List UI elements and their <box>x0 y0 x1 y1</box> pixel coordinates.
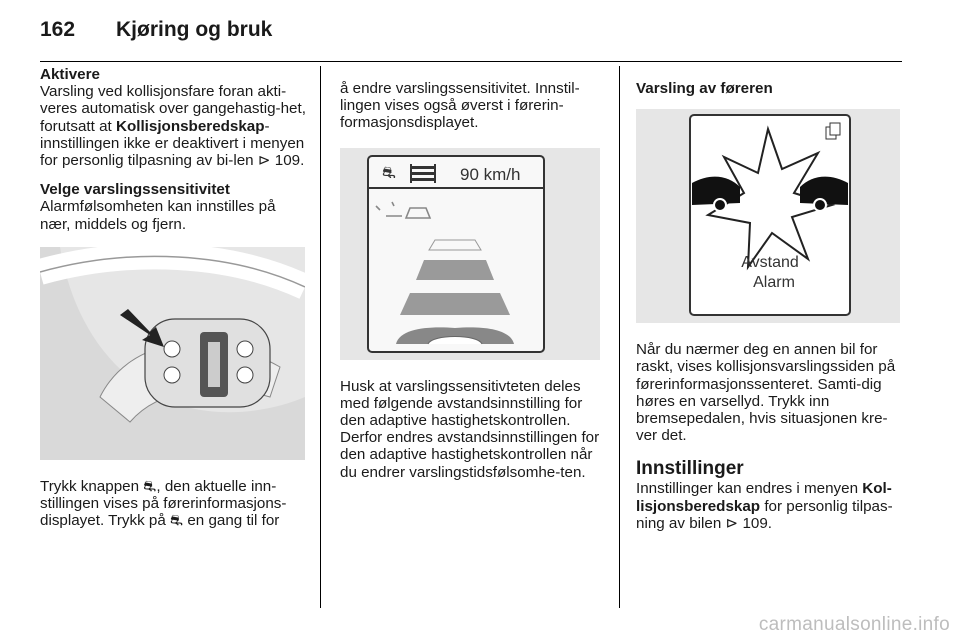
column-divider-2 <box>619 66 620 608</box>
collision-alert-figure <box>636 109 900 323</box>
paragraph-nar: Når du nærmer deg en annen bil for raskt, vises kollisjonsvarslingssiden på førerinformasjonssenteret. Samti-dig høres en varsellyd. Trykk inn bremsepedalen, hvis situasjonen kre-ver det. <box>636 341 896 445</box>
column-divider-1 <box>320 66 321 608</box>
distance-bars-icon <box>410 164 436 183</box>
paragraph-husk: Husk at varslingssensitivteten deles med følgende avstandsinnstilling for den adaptive hastighetskontrollen. Derfor endres avstandsinnstillingen for den adaptive hastighetskontrollen når du endrer varslingstidsfølsomhe-ten. <box>340 377 600 481</box>
paragraph-aktivere <box>40 83 308 169</box>
steering-wheel-figure <box>40 247 305 460</box>
text: Varsling ved kollisjonsfare foran akti-veres automatisk over gangehastig-het, forutsatt at <box>40 83 306 135</box>
sensitivity-button-icon: ⛐ <box>170 512 184 530</box>
page-ref-icon: ⊳ <box>257 152 275 170</box>
text: Trykk knappen <box>40 477 144 495</box>
text: for personlig tilpas-ning av bilen <box>636 497 893 532</box>
heading-innstillinger: Innstillinger <box>636 458 744 480</box>
alert-text-line1: Avstand <box>741 254 799 272</box>
text: Innstillinger kan endres i menyen <box>636 480 863 498</box>
paragraph-trykk <box>40 478 308 530</box>
sensitivity-button-icon: ⛐ <box>143 477 157 495</box>
paragraph-innstillinger <box>636 480 902 532</box>
text: -innstillingen ikke er deaktivert i menyen for personlig tilpasning av bi-len <box>40 117 305 170</box>
term-kollisjonsberedskap: Kol-lisjonsberedskap <box>636 480 892 515</box>
alert-text-line2: Alarm <box>753 274 795 292</box>
page-number: 162 <box>40 18 76 41</box>
heading-velge: Velge varslingssensitivitet <box>40 181 230 199</box>
header-rule <box>40 61 902 62</box>
column-2 <box>340 80 602 481</box>
paragraph-velge: Alarmfølsomheten kan innstilles på nær, middels og fjern. <box>40 198 276 233</box>
driver-display-figure <box>340 148 600 360</box>
term-kollisjonsberedskap: Kollisjonsberedskap <box>115 117 265 135</box>
chapter-title: Kjøring og bruk <box>116 18 273 41</box>
page-ref[interactable]: 109. <box>742 514 773 532</box>
page-ref[interactable]: 109. <box>274 152 305 170</box>
text: en gang til for <box>183 512 280 530</box>
heading-varsling: Varsling av føreren <box>636 80 773 97</box>
text: , den aktuelle inn-stillingen vises på førerinformasjons-displayet. Trykk på <box>40 477 287 530</box>
page-header <box>40 18 272 42</box>
car-warning-icon: ⛐ <box>382 162 396 182</box>
page-ref-icon: ⊳ <box>725 514 743 532</box>
watermark: carmanualsonline.info <box>758 614 950 635</box>
paragraph-continued: å endre varslingssensitivitet. Innstil-lingen vises også øverst i førerin-formasjonsdisplayet. <box>340 80 580 132</box>
display-speed: 90 km/h <box>460 164 521 184</box>
heading-aktivere: Aktivere <box>40 66 100 83</box>
column-1 <box>40 66 308 529</box>
column-3 <box>636 80 902 532</box>
